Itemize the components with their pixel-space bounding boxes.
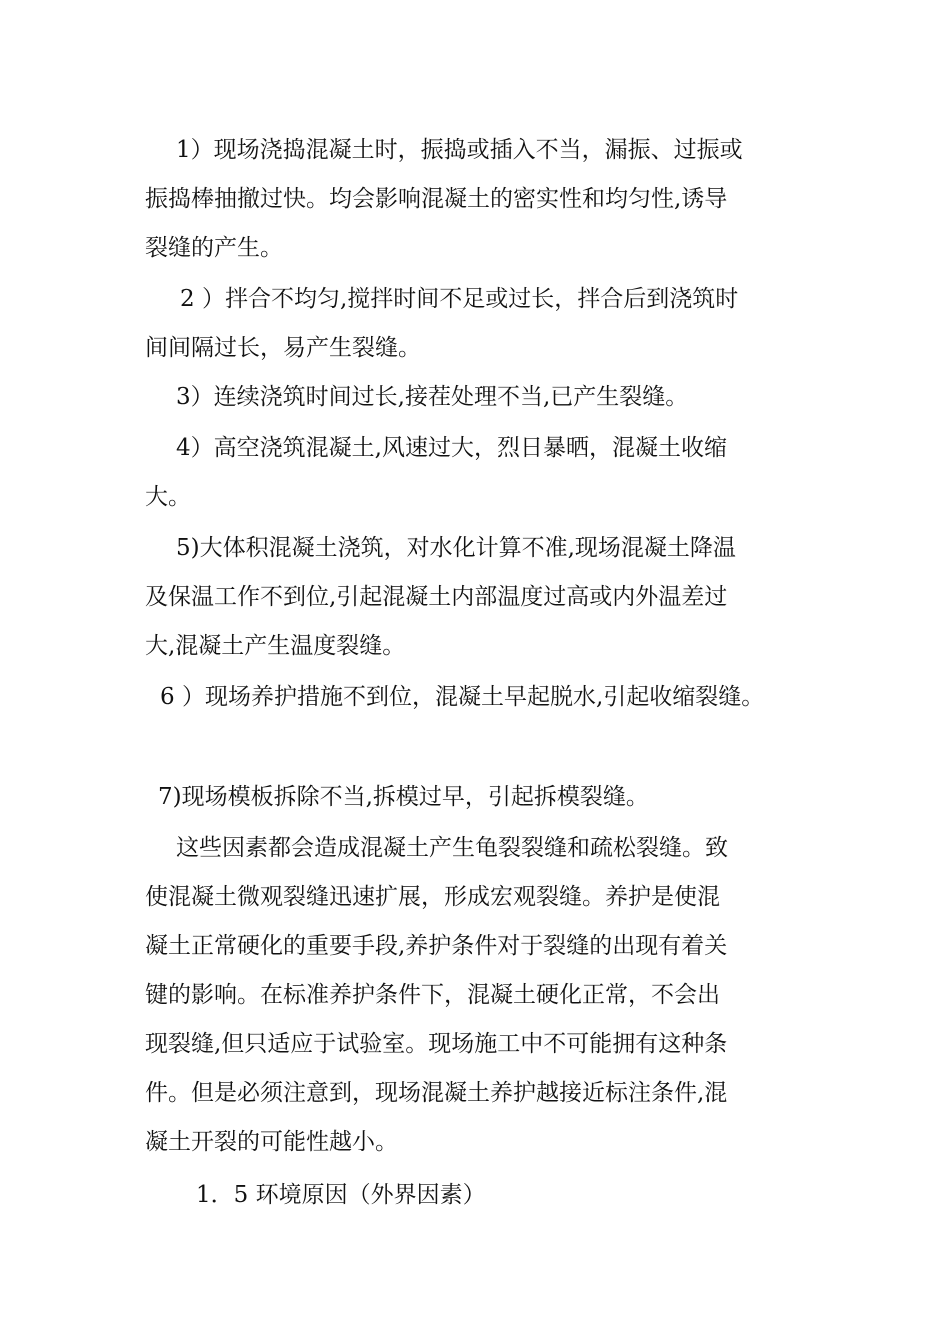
paragraph-4-line-1: 4）高空浇筑混凝土,风速过大，烈日暴晒，混凝土收缩 [176,435,727,461]
paragraph-8-line-2: 使混凝土微观裂缝迅速扩展，形成宏观裂缝。养护是使混 [145,884,720,910]
paragraph-2-line-2: 间间隔过长，易产生裂缝。 [145,335,421,361]
paragraph-1-line-2: 振捣棒抽撤过快。均会影响混凝土的密实性和均匀性,诱导 [145,186,728,212]
paragraph-8-line-5: 现裂缝,但只适应于试验室。现场施工中不可能拥有这种条 [145,1031,728,1057]
paragraph-7-line-1: 7)现场模板拆除不当,拆模过早，引起拆模裂缝。 [158,784,649,810]
paragraph-2-line-1: 2 ）拌合不均匀,搅拌时间不足或过长，拌合后到浇筑时 [180,286,739,312]
section-heading: 1．5 环境原因（外界因素） [196,1182,486,1208]
paragraph-8-line-4: 键的影响。在标准养护条件下，混凝土硬化正常，不会出 [145,982,720,1008]
paragraph-8-line-1: 这些因素都会造成混凝土产生龟裂裂缝和疏松裂缝。致 [176,835,728,861]
paragraph-5-line-3: 大,混凝土产生温度裂缝。 [145,633,406,659]
paragraph-8-line-7: 凝土开裂的可能性越小。 [145,1129,398,1155]
paragraph-3-line-1: 3）连续浇筑时间过长,接茬处理不当,已产生裂缝。 [176,384,689,410]
paragraph-8-line-6: 件。但是必须注意到，现场混凝土养护越接近标注条件,混 [145,1080,728,1106]
paragraph-1-line-1: 1）现场浇捣混凝土时，振捣或插入不当，漏振、过振或 [176,137,743,163]
paragraph-5-line-2: 及保温工作不到位,引起混凝土内部温度过高或内外温差过 [145,584,728,610]
paragraph-6-line-1: 6 ）现场养护措施不到位，混凝土早起脱水,引起收缩裂缝。 [160,684,765,710]
paragraph-1-line-3: 裂缝的产生。 [145,235,283,261]
paragraph-8-line-3: 凝土正常硬化的重要手段,养护条件对于裂缝的出现有着关 [145,933,728,959]
paragraph-5-line-1: 5)大体积混凝土浇筑，对水化计算不准,现场混凝土降温 [176,535,736,561]
paragraph-4-line-2: 大。 [145,484,191,510]
